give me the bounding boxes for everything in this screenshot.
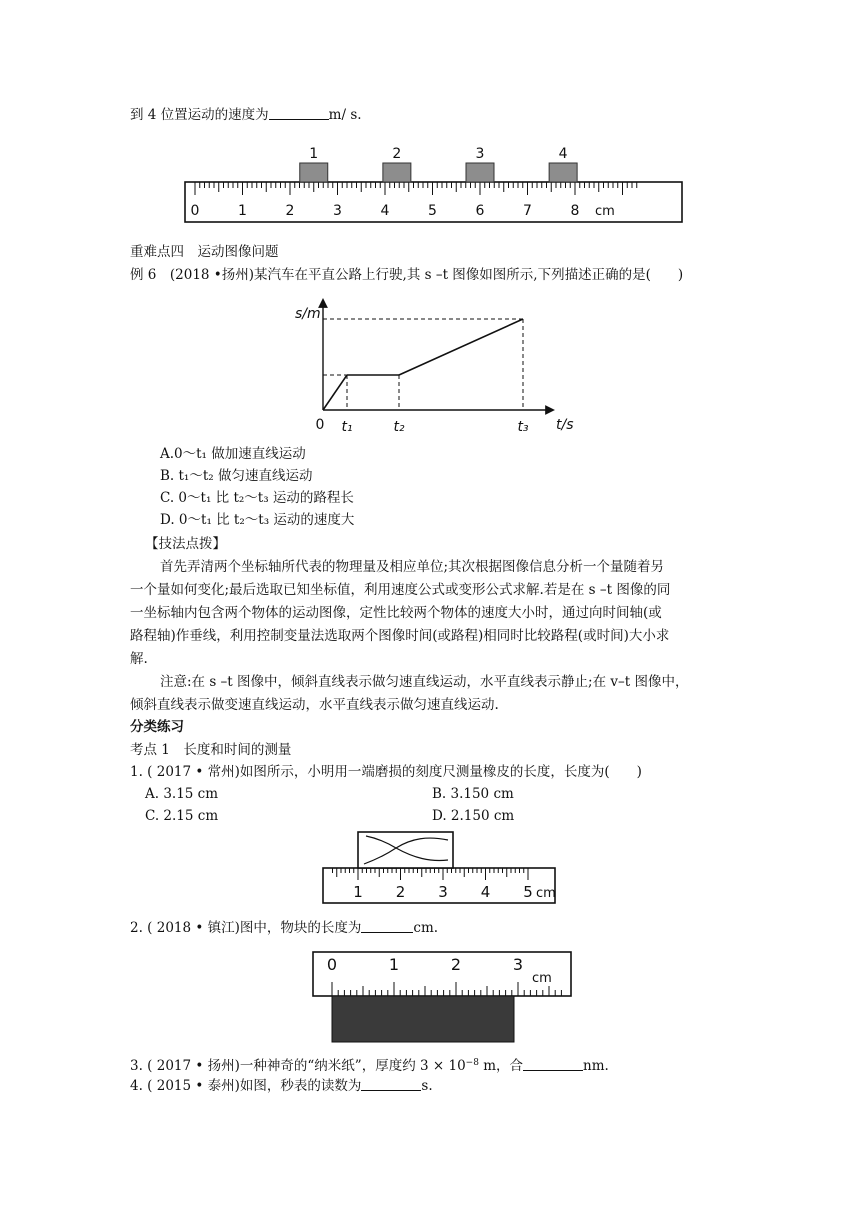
answer-blank[interactable] [269,107,329,120]
q3-mid: m，合 [478,1058,524,1074]
ruler-figure-3 [310,950,575,1045]
intro-unit: m/ s. [328,107,362,123]
q4-unit: s. [421,1078,433,1094]
tips-line: 一个量如何变化;最后选取已知坐标值，利用速度公式或变形公式求解.若是在 s –t 图像的同 [130,582,671,598]
x-tick-label: t₁ [341,419,353,435]
measured-block [332,996,514,1042]
graph-segment [323,375,347,410]
graph-segment [399,319,523,375]
option-b: B. t₁～t₂ 做匀速直线运动 [160,468,313,484]
unit-label: cm [536,886,556,901]
q1-option-c: C. 2.15 cm [145,808,219,824]
ruler-figure-1 [180,140,690,230]
tick-label: 7 [523,203,532,219]
unit-label: cm [595,204,615,219]
answer-blank[interactable] [361,1078,421,1091]
moving-block [549,163,577,182]
q2-unit: cm. [413,920,439,936]
answer-blank[interactable] [361,920,413,933]
y-axis-label: s/m [295,306,321,322]
q3-exponent: −8 [465,1058,479,1068]
tick-label: 8 [570,203,580,219]
tick-label: 2 [285,203,295,219]
tips-title: 【技法点拨】 [145,536,226,552]
x-tick-label: t₃ [517,419,529,435]
tips-line: 解. [130,651,148,667]
st-chart [285,292,575,440]
q2-text: 2. ( 2018 • 镇江)图中，物块的长度为 [130,920,362,936]
question-3 [130,1054,609,1075]
tick-label: 6 [475,203,485,219]
block-label: 3 [475,146,485,162]
moving-block [466,163,494,182]
q3-unit: nm. [583,1058,609,1074]
point-1-heading: 考点 1 长度和时间的测量 [130,742,292,758]
example-6-question: 例 6 (2018 •扬州)某汽车在平直公路上行驶,其 s –t 图像如图所示,下列描述正确的是( ) [130,267,684,283]
tick-label: 3 [512,955,524,974]
tips-line: 一坐标轴内包含两个物体的运动图像，定性比较两个物体的速度大小时，通过向时间轴(或 [130,605,662,621]
tick-label: 5 [428,203,437,219]
tick-label: 0 [326,955,338,974]
q1-option-d: D. 2.150 cm [432,808,515,824]
q1-option-a: A. 3.15 cm [145,786,219,802]
intro-text: 到 4 位置运动的速度为 [130,107,269,123]
moving-block [300,163,328,182]
question-4 [130,1077,433,1095]
tick-label: 5 [523,883,533,901]
block-label: 2 [392,146,402,162]
tips-line: 路程轴)作垂线，利用控制变量法选取两个图像时间(或路程)相同时比较路程(或时间)大小求 [130,628,670,644]
option-c: C. 0～t₁ 比 t₂～t₃ 运动的路程长 [160,490,354,506]
ruler-1 [185,146,682,222]
chart-plot [295,300,574,435]
intro-line [130,106,362,124]
tips-line: 首先弄清两个坐标轴所代表的物理量及相应单位;其次根据图像信息分析一个量随着另 [160,559,665,575]
practice-heading: 分类练习 [130,719,184,735]
answer-blank[interactable] [523,1058,583,1071]
tick-label: 2 [395,883,406,901]
question-2 [130,919,438,937]
tips-line: 注意:在 s –t 图像中，倾斜直线表示做匀速直线运动，水平直线表示静止;在 v–t 图像中， [160,674,689,690]
q3-text: 3. ( 2017 • 扬州)一种神奇的“纳米纸”，厚度约 3 × 10 [130,1058,466,1074]
x-tick-label: t₂ [393,419,405,435]
tick-label: 0 [190,203,200,219]
moving-block [383,163,411,182]
block-label: 4 [558,146,568,162]
tick-label: 1 [388,955,400,974]
tick-label: 3 [333,203,342,219]
option-a: A.0～t₁ 做加速直线运动 [160,446,306,462]
ruler-figure-2 [320,830,560,908]
q1-option-b: B. 3.150 cm [432,786,514,802]
tick-label: 4 [380,203,390,219]
tick-label: 2 [450,955,462,974]
origin-label: 0 [315,417,325,433]
tick-label: 1 [238,203,247,219]
tick-label: 3 [438,883,448,901]
tips-line: 倾斜直线表示做变速直线运动，水平直线表示做匀速直线运动. [130,697,499,713]
block-label: 1 [309,146,319,162]
q4-text: 4. ( 2015 • 泰州)如图，秒表的读数为 [130,1078,362,1094]
ruler-3 [313,952,571,1042]
tick-label: 1 [353,883,363,901]
option-d: D. 0～t₁ 比 t₂～t₃ 运动的速度大 [160,512,355,528]
ruler-2 [323,832,556,903]
x-axis-label: t/s [556,417,574,433]
section-heading: 重难点四 运动图像问题 [130,244,279,260]
unit-label: cm [532,971,552,986]
question-1: 1. ( 2017 • 常州)如图所示，小明用一端磨损的刻度尺测量橡皮的长度，长度为( ) [130,764,642,780]
tick-label: 4 [480,883,491,901]
